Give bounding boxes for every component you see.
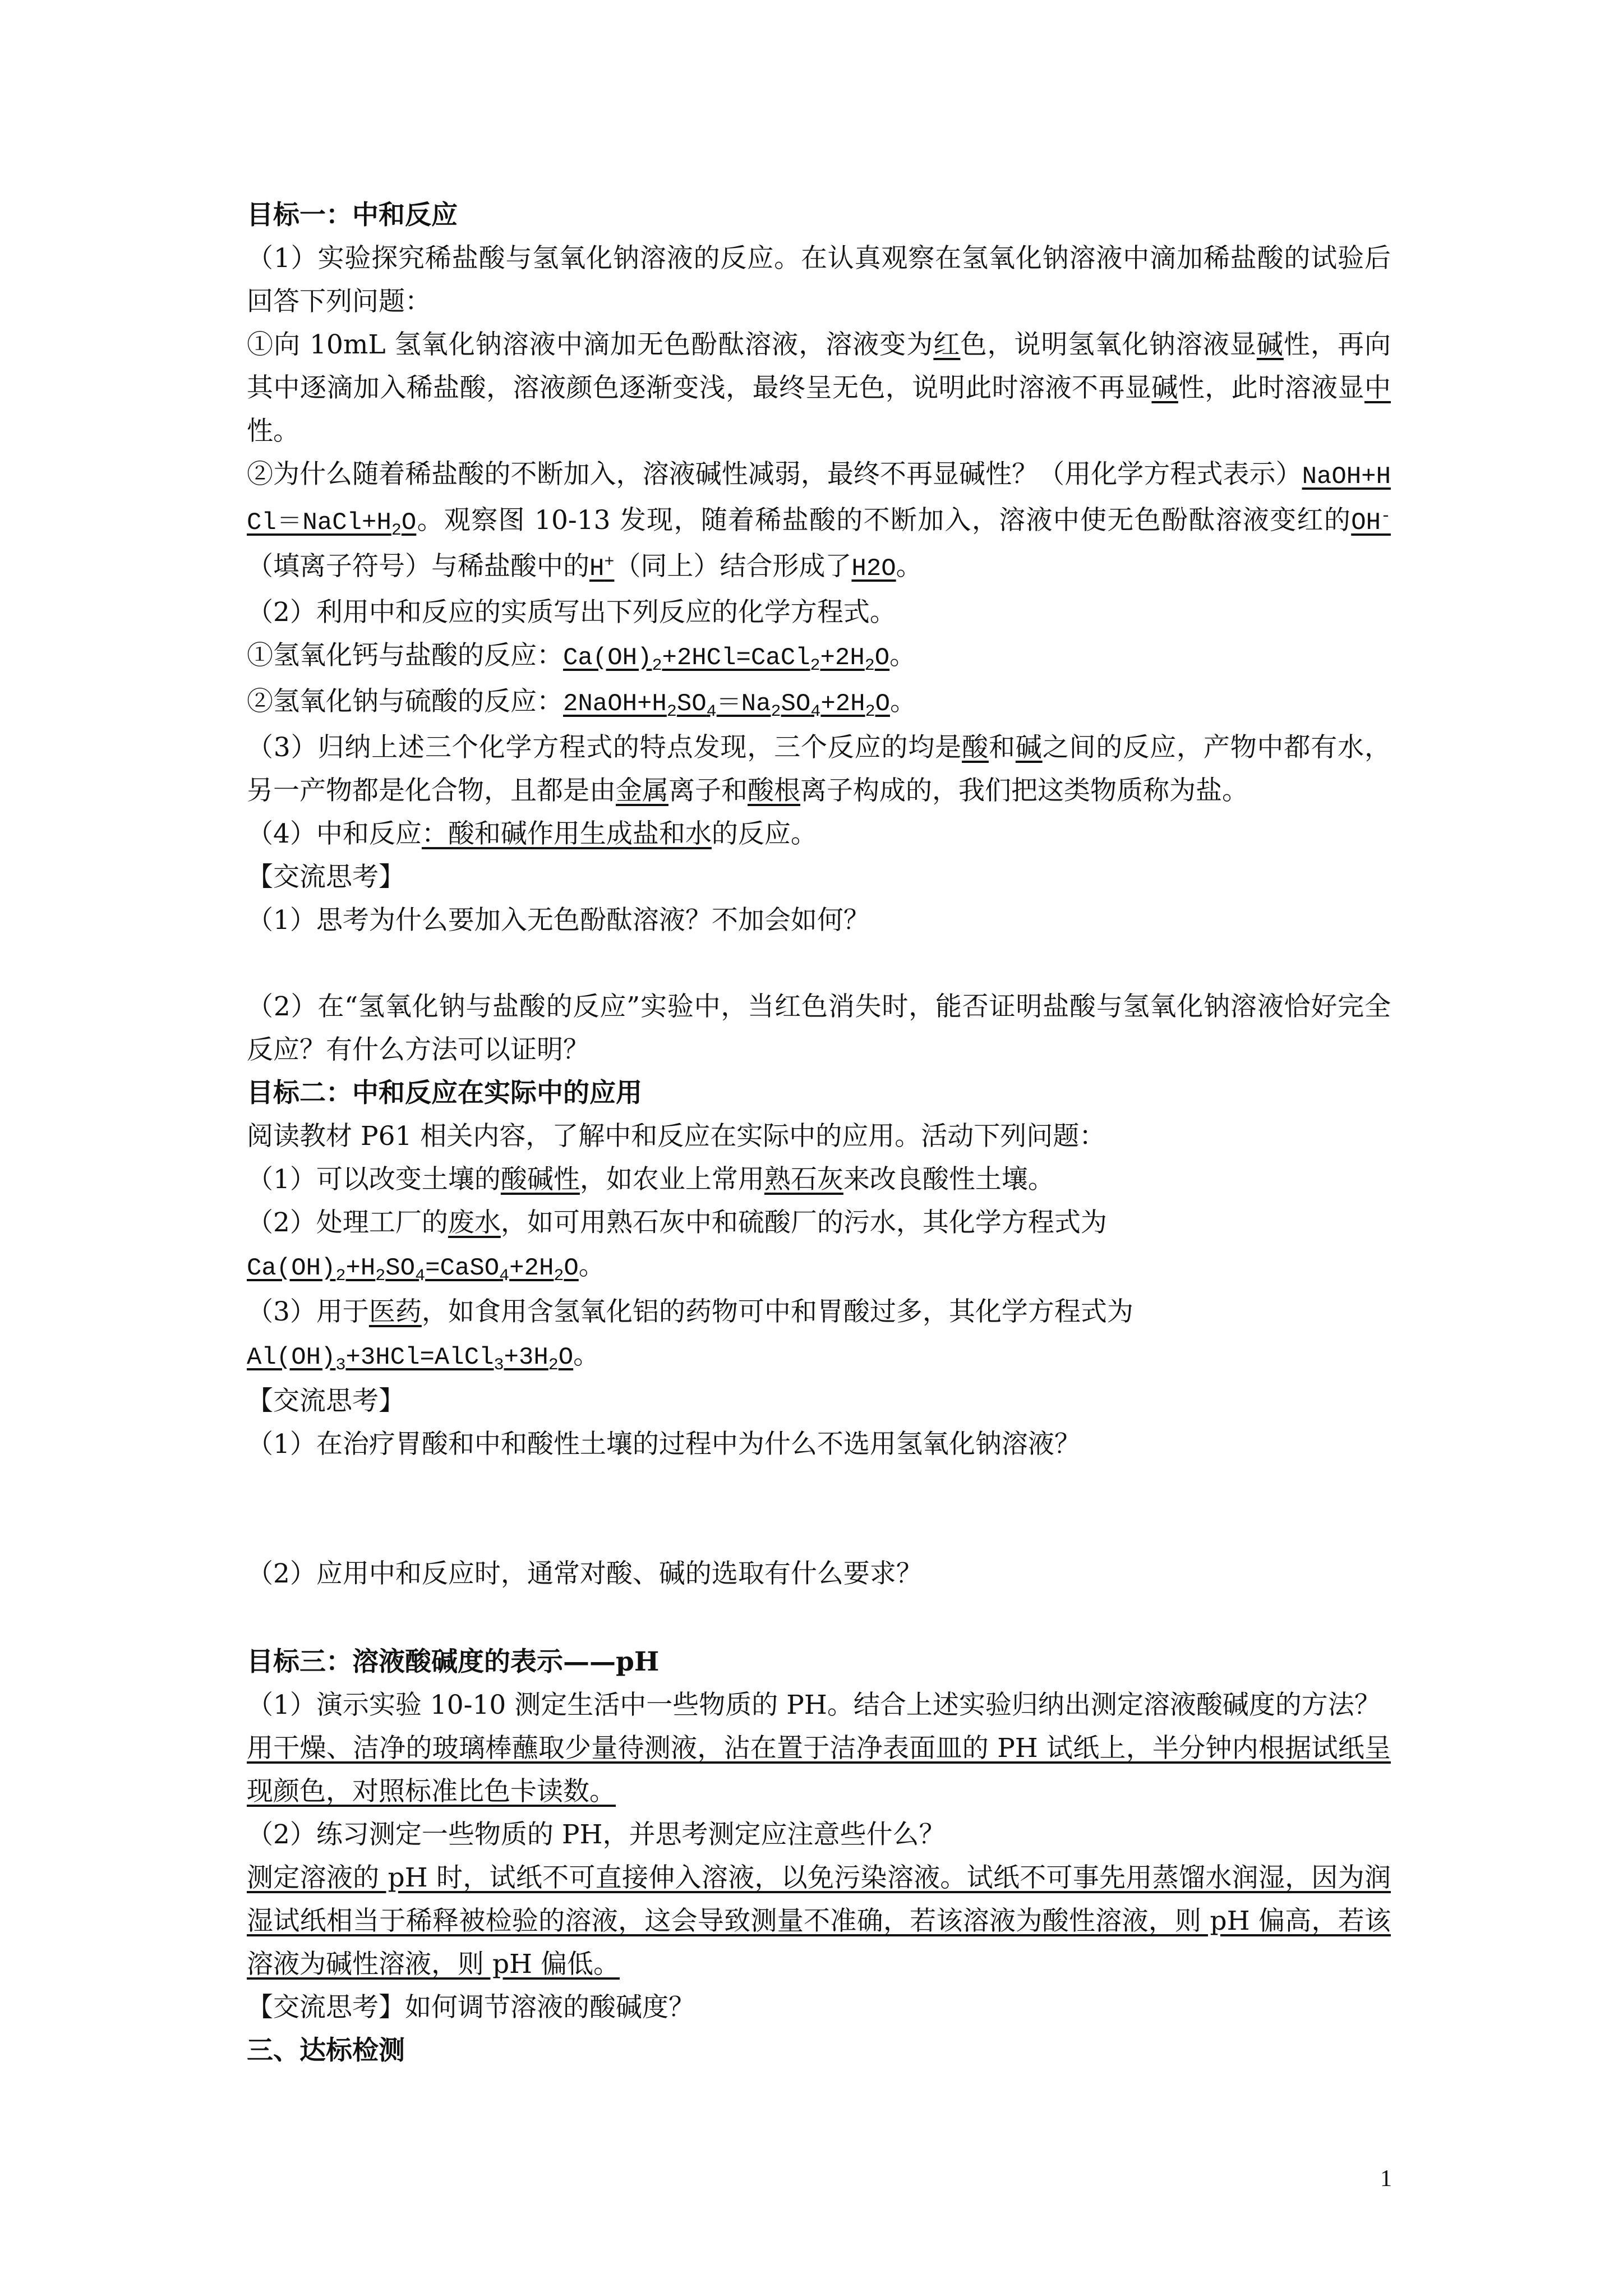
goal3-question1: （1）演示实验 10-10 测定生活中一些物质的 PH。结合上述实验归纳出测定溶液酸碱度的方法？	[247, 1690, 1381, 1720]
answer-space	[247, 1595, 1391, 1640]
goal2-discussion-label: 【交流思考】	[247, 1386, 405, 1416]
goal3-heading: 目标三：溶液酸碱度的表示——pH	[247, 1646, 660, 1677]
answer-metal: 金属	[616, 775, 668, 806]
goal3-discussion	[247, 1986, 1391, 2029]
equation-naoh-h2so4: $2NaOH+H_2SO_4=Na_2SO_4+2H_2O$	[563, 690, 890, 721]
goal1-question1-part2: ②为什么随着稀盐酸的不断加入，溶液碱性减弱，最终不再显碱性？（用化学方程式表示）$NaOH+HCl=NaCl+H_2O$。观察图 10-13 发现，随着稀盐酸的不断加入，溶液中使无色酚酞溶液变红的OH-（填离子符号）与稀盐酸中的H+（同上）结合形成了H2O。	[247, 459, 1391, 583]
goal2-question2: （2）处理工厂的废水，如可用熟石灰中和硫酸厂的污水，其化学方程式为	[247, 1207, 1107, 1238]
goal1-discussion-label: 【交流思考】	[247, 862, 405, 892]
goal3-answer1: 用干燥、洁净的玻璃棒蘸取少量待测液，沾在置于洁净表面皿的 PH 试纸上，半分钟内根据试纸呈现颜色，对照标准比色卡读数。	[247, 1733, 1391, 1807]
goal3-answer2: 测定溶液的 pH 时，试纸不可直接伸入溶液，以免污染溶液。试纸不可事先用蒸馏水润湿，因为润湿试纸相当于稀释被检验的溶液，这会导致测量不准确，若该溶液为酸性溶液，则 pH 偏高，若该溶液为碱性溶液，则 pH 偏低。	[247, 1862, 1391, 1980]
goal2-discussion-1: （1）在治疗胃酸和中和酸性土壤的过程中为什么不选用氢氧化钠溶液？	[247, 1429, 1081, 1460]
equation-caoh2-hcl: $Ca(OH)_2+2HCl=CaCl_2+2H_2O$	[563, 644, 890, 675]
goal1-question2-part1: ①氢氧化钙与盐酸的反应：$Ca(OH)_2+2HCl=CaCl_2+2H_2O$。	[247, 640, 916, 675]
goal3-question2: （2）练习测定一些物质的 PH，并思考测定应注意些什么？	[247, 1819, 946, 1850]
answer-slaked-lime: 熟石灰	[764, 1164, 843, 1195]
answer-space	[247, 942, 1391, 985]
page-number: 1	[1380, 2166, 1392, 2192]
goal1-question1: （1）实验探究稀盐酸与氢氧化钠溶液的反应。在认真观察在氢氧化钠溶液中滴加稀盐酸的试验后回答下列问题：	[247, 243, 1391, 317]
answer-water-2: 水	[685, 818, 712, 849]
answer-water: H2O	[851, 555, 896, 583]
goal3-discussion-label: 【交流思考】	[247, 1992, 405, 2023]
goal1-question4: （4）中和反应：酸和碱作用生成盐和水的反应。	[247, 818, 817, 849]
equation-naoh-hcl: $NaOH+HCl=NaCl+H_2O$	[247, 463, 1391, 540]
goal1-question2: （2）利用中和反应的实质写出下列反应的化学方程式。	[247, 597, 896, 628]
answer-hydrogen-ion: H+	[589, 553, 615, 583]
answer-wastewater: 废水	[448, 1207, 501, 1238]
document-body	[247, 194, 1391, 2072]
goal3-discussion-text: 如何调节溶液的酸碱度？	[405, 1992, 695, 2023]
answer-red: 红	[933, 329, 961, 360]
goal1-question1-part1: ①向 10mL 氢氧化钠溶液中滴加无色酚酞溶液，溶液变为红色，说明氢氧化钠溶液显碱性，再向其中逐滴加入稀盐酸，溶液颜色逐渐变浅，最终呈无色，说明此时溶液不再显碱性，此时溶液显中性。	[247, 329, 1391, 447]
goal2-question3-equation: $Al(OH)_3+3HCl=AlCl_3+3H_2O$。	[247, 1340, 600, 1375]
goal1-question3: （3）归纳上述三个化学方程式的特点发现，三个反应的均是酸和碱之间的反应，产物中都有水，另一产物都是化合物，且都是由金属离子和酸根离子构成的，我们把这类物质称为盐。	[247, 732, 1391, 806]
answer-hydroxide-ion: OH-	[1351, 507, 1391, 537]
goal2-discussion-2: （2）应用中和反应时，通常对酸、碱的选取有什么要求？	[247, 1558, 923, 1589]
equation-aloh3-hcl: $Al(OH)_3+3HCl=AlCl_3+3H_2O$	[247, 1343, 574, 1375]
goal2-heading: 目标二：中和反应在实际中的应用	[247, 1078, 642, 1108]
answer-neutral: 中	[1364, 372, 1391, 403]
answer-base: 碱	[1015, 732, 1043, 763]
neutralization-definition: ：酸和碱作用生成盐和水	[421, 818, 712, 849]
goal1-question2-part2: ②氢氧化钠与硫酸的反应：$2NaOH+H_2SO_4=Na_2SO_4+2H_2O$。	[247, 686, 916, 721]
answer-space	[247, 1466, 1391, 1552]
answer-alkaline-2: 碱	[1151, 372, 1178, 403]
answer-acid-radical: 酸根	[748, 775, 800, 806]
answer-acid: 酸	[962, 732, 989, 763]
answer-acidity: 酸碱性	[500, 1164, 580, 1195]
answer-alkaline-1: 碱	[1256, 329, 1284, 360]
answer-medicine: 医药	[368, 1296, 422, 1327]
equation-caoh2-h2so4: $Ca(OH)_2+H_2SO_4=CaSO_4+2H_2O$	[247, 1254, 579, 1286]
goal2-question2-equation: $Ca(OH)_2+H_2SO_4=CaSO_4+2H_2O$。	[247, 1250, 605, 1286]
section3-heading: 三、达标检测	[247, 2035, 405, 2066]
goal1-discussion-2: （2）在“氢氧化钠与盐酸的反应”实验中，当红色消失时，能否证明盐酸与氢氧化钠溶液恰好完全反应？有什么方法可以证明？	[247, 991, 1391, 1065]
goal2-question1: （1）可以改变土壤的酸碱性，如农业上常用熟石灰来改良酸性土壤。	[247, 1164, 1054, 1195]
answer-salt: 盐	[632, 818, 659, 849]
goal1-discussion-1: （1）思考为什么要加入无色酚酞溶液？不加会如何？	[247, 905, 870, 936]
goal2-intro: 阅读教材 P61 相关内容，了解中和反应在实际中的应用。活动下列问题：	[247, 1121, 1106, 1152]
goal2-question3: （3）用于医药，如食用含氢氧化铝的药物可中和胃酸过多，其化学方程式为	[247, 1296, 1133, 1327]
goal1-heading: 目标一：中和反应	[247, 200, 458, 231]
